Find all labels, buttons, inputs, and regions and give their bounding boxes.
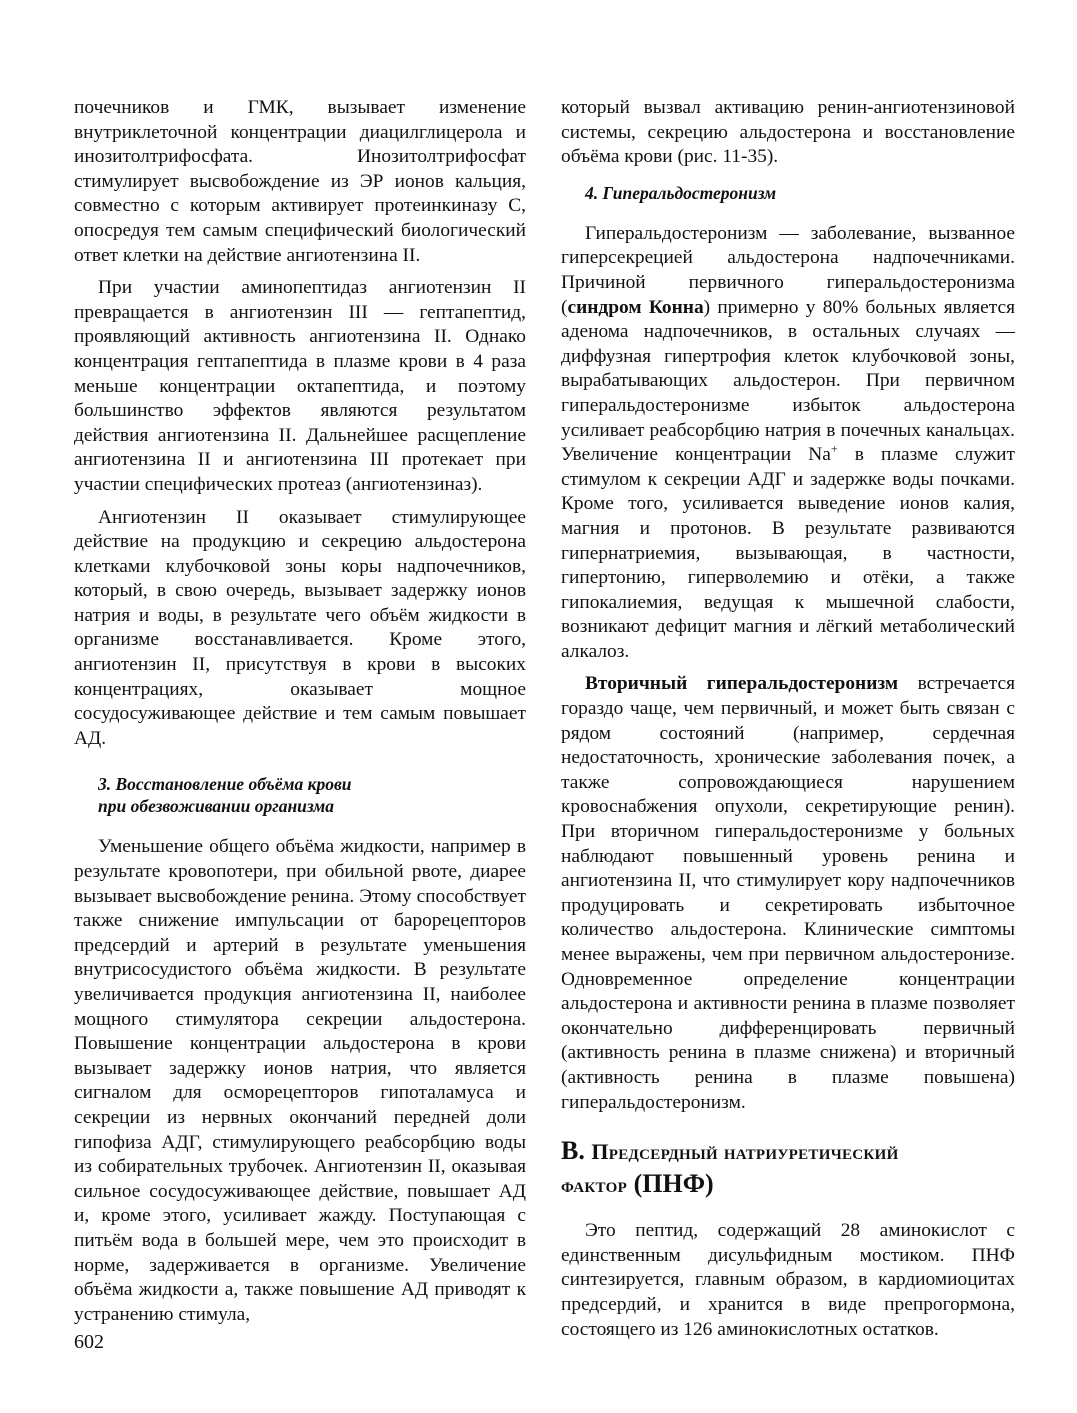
- text-run: ) примерно у 80% больных является аденома надпочечников, в остальных случаях — диффузная гипертрофия клеток клубочковой зоны, вырабатывающих альдостерон. При первичном гиперальдостеронизме избыток альдостерона усиливает реабсорбцию натрия в почечных канальцах. Увеличение концентрации Na: [561, 296, 1015, 466]
- paragraph: [561, 672, 1015, 1115]
- section-title-line2: фактор: [561, 1172, 628, 1198]
- subsection-heading: [585, 182, 1015, 204]
- left-column: [74, 96, 526, 1335]
- text-run: встречается гораздо чаще, чем первичный, и может быть связан с рядом состояний (например, сердечная недостаточность, хронические заболевания почек, а также сопровождающиеся нарушением кровоснабжения опухоли, секретирующие ренин). При вторичном гиперальдостеронизме у больных наблюдают повышенный уровень ренина и ангиотензина II, что стимулирует кору надпочечников продуцировать и секретировать избыточное количество альдостерона. Клинические симптомы менее выражены, чем при первичном альдостеронизе. Одновременное определение концентрации альдостерона и активности ренина в плазме позволяет окончательно дифференцировать первичный (активность ренина в плазме снижена) и вторичный (активность ренина в плазме повышена) гиперальдостеронизм.: [561, 673, 1015, 1113]
- subsection-heading: [98, 773, 526, 817]
- page-number: 602: [74, 1331, 104, 1353]
- heading-line: при обезвоживании организма: [98, 796, 335, 817]
- paragraph: почечников и ГМК, вызывает изменение внутриклеточной концентрации диацилглицерола и инозитолтрифосфата. Инозитолтрифосфат стимулирует высвобождение из ЭР ионов кальция, совместно с которым активирует протеинкиназу C, опосредуя тем самым специфический биологический ответ клетки на действие ангиотензина II.: [74, 97, 526, 266]
- section-abbreviation: (ПНФ): [627, 1169, 714, 1199]
- section-title-line1: Предсердный натриуретический: [591, 1139, 899, 1165]
- paragraph: [561, 222, 1015, 665]
- section-letter: В.: [561, 1136, 592, 1166]
- heading-line: 4. Гиперальдостеронизм: [585, 182, 777, 203]
- right-column: [561, 96, 1015, 1350]
- paragraph: который вызвал активацию ренин-ангиотензиновой системы, секрецию альдостерона и восстановление объёма крови (рис. 11-35).: [561, 97, 1015, 168]
- paragraph: Ангиотензин II оказывает стимулирующее действие на продукцию и секрецию альдостерона клетками клубочковой зоны коры надпочечников, который, в свою очередь, вызывает задержку ионов натрия и воды, в результате чего объём жидкости в организме восстанавливается. Кроме этого, ангиотензин II, присутствуя в крови в высоких концентрациях, оказывает мощное сосудосуживающее действие и тем самым повышает АД.: [74, 506, 526, 749]
- section-heading: [561, 1135, 1015, 1201]
- bold-term: Вторичный гиперальдостеронизм: [585, 673, 899, 695]
- bold-term: синдром Конна: [567, 296, 704, 318]
- heading-line: 3. Восстановление объёма крови: [98, 774, 352, 795]
- superscript: +: [830, 441, 838, 456]
- paragraph: При участии аминопептидаз ангиотензин II превращается в ангиотензин III — гептапептид, проявляющий активность ангиотензина II. Однако концентрация гептапептида в плазме крови в 4 раза меньше концентрации октапептида, и поэтому большинство эффектов являются результатом действия ангиотензина II. Дальнейшее расщепление ангиотензина II и ангиотензина III протекает при участии специфических протеаз (ангиотензиназ).: [74, 277, 526, 495]
- text-run: в плазме служит стимулом к секреции АДГ и задержке воды почками. Кроме того, усиливается выведение ионов калия, магния и протонов. В результате развиваются гипернатриемия, вызывающая, в частности, гипертонию, гиперволемию и отёки, а также гипокалиемия, ведущая к мышечной слабости, возникают дефицит магния и лёгкий метаболический алкалоз.: [561, 444, 1016, 662]
- paragraph: Уменьшение общего объёма жидкости, например в результате кровопотери, при обильной рвоте, диарее вызывает высвобождение ренина. Этому способствует также снижение импульсации от барорецепторов предсердий и артерий в результате уменьшения внутрисосудистого объёма жидкости. В результате увеличивается продукция ангиотензина II, наиболее мощного стимулятора секреции альдостерона. Повышение концентрации альдостерона в крови вызывает задержку ионов натрия, что является сигналом для осморецепторов гипоталамуса и секреции из нервных окончаний передней доли гипофиза АДГ, стимулирующего реабсорбцию воды из собирательных трубочек. Ангиотензин II, оказывая сильное сосудосуживающее действие, повышает АД и, кроме этого, усиливает жажду. Поступающая с питьём вода в большей мере, чем это происходит в норме, задерживается в организме. Увеличение объёма жидкости а, также повышение АД приводят к устранению стимула,: [74, 836, 526, 1325]
- paragraph: Это пептид, содержащий 28 аминокислот с единственным дисульфидным мостиком. ПНФ синтезируется, главным образом, в кардиомиоцитах предсердий, и хранится в виде препрогормона, состоящего из 126 аминокислотных остатков.: [561, 1220, 1015, 1340]
- text-run: Гиперальдостеронизм — заболевание, вызванное гиперсекрецией альдостерона надпочечниками. Причиной первичного гиперальдостеронизма (: [561, 222, 1015, 318]
